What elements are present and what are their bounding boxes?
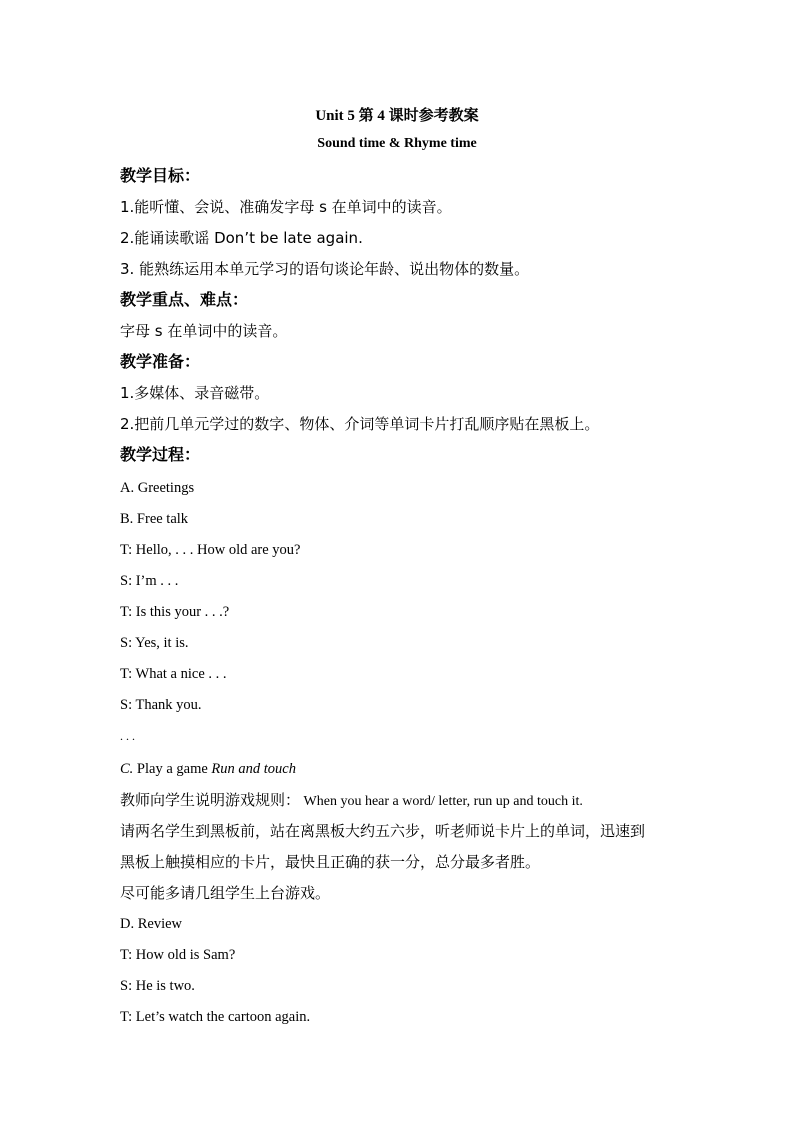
step-c <box>120 759 296 779</box>
step-d: D. Review <box>120 916 183 932</box>
dialogue-line: S: I’m . . . <box>120 573 179 589</box>
page-title: Unit 5 第 4 课时参考教案 <box>315 108 479 124</box>
dialogue-line: T: How old is Sam? <box>120 947 236 963</box>
key-points-text: 字母 s 在单词中的读音。 <box>120 322 288 340</box>
preparation-item: 2.把前几单元学过的数字、物体、介词等单词卡片打乱顺序贴在黑板上。 <box>120 415 600 433</box>
dialogue-line: S: Yes, it is. <box>120 635 189 651</box>
rule-text: 请两名学生到黑板前，站在离黑板大约五六步，听老师说卡片上的单词，迅速到 <box>120 822 646 840</box>
key-points-heading: 教学重点、难点： <box>120 290 249 309</box>
rule-text: 黑板上触摸相应的卡片，最快且正确的获一分，总分最多者胜。 <box>120 853 541 871</box>
process-heading: 教学过程： <box>120 445 201 464</box>
preparation-heading: 教学准备： <box>120 352 201 371</box>
dialogue-line: S: He is two. <box>120 978 195 994</box>
game-name: Run and touch <box>211 761 296 777</box>
rule-intro: 教师向学生说明游戏规则： <box>120 791 301 809</box>
step-c-text: Play a game <box>133 761 212 777</box>
rule-english: When you hear a word/ letter, run up and touch it. <box>300 794 583 809</box>
objective-item: 1.能听懂、会说、准确发字母 s 在单词中的读音。 <box>120 198 452 216</box>
objective-item: 2.能诵读歌谣 Don’t be late again. <box>120 229 363 247</box>
ellipsis: . . . <box>120 729 135 743</box>
objectives-heading: 教学目标： <box>120 166 201 185</box>
rule-intro-line <box>120 790 583 812</box>
page-subtitle: Sound time & Rhyme time <box>317 136 477 151</box>
step-c-label: C. <box>120 761 134 777</box>
dialogue-line: T: Let’s watch the cartoon again. <box>120 1009 311 1025</box>
step-b: B. Free talk <box>120 511 189 527</box>
dialogue-line: T: Is this your . . .? <box>120 604 230 620</box>
dialogue-line: T: What a nice . . . <box>120 666 227 682</box>
rule-text: 尽可能多请几组学生上台游戏。 <box>120 884 331 902</box>
dialogue-line: S: Thank you. <box>120 697 202 713</box>
step-a: A. Greetings <box>120 480 195 496</box>
objective-item: 3. 能熟练运用本单元学习的语句谈论年龄、说出物体的数量。 <box>120 260 530 278</box>
preparation-item: 1.多媒体、录音磁带。 <box>120 384 270 402</box>
dialogue-line: T: Hello, . . . How old are you? <box>120 542 301 558</box>
